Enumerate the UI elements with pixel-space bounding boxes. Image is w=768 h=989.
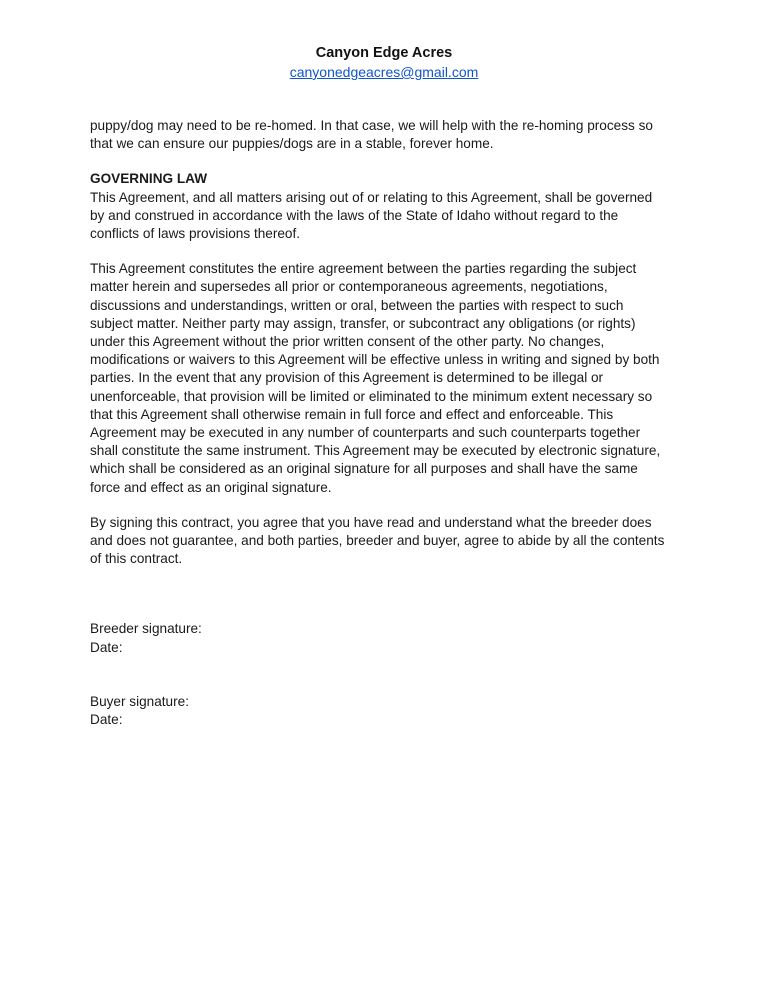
document-body: [90, 117, 690, 729]
text-line: This Agreement constitutes the entire agreement between the parties regarding the subject: [90, 261, 637, 277]
governing-law-heading: GOVERNING LAW: [90, 171, 208, 187]
email-link[interactable]: canyonedgeacres@gmail.com: [289, 64, 479, 80]
text-line: unenforceable, that provision will be limited or eliminated to the minimum extent necessary so: [90, 388, 653, 404]
text-line: shall constitute the same instrument. This Agreement may be executed by electronic signature,: [90, 443, 661, 459]
breeder-signature-label: Breeder signature:: [90, 621, 202, 637]
breeder-date-label: Date:: [90, 639, 123, 655]
text-line: matter herein and supersedes all prior or contemporaneous agreements, negotiations,: [90, 279, 608, 295]
text-line: force and effect as an original signature.: [90, 479, 332, 495]
document-header: [0, 44, 768, 82]
text-line: discussions and understandings, written or oral, between the parties with respect to such: [90, 297, 624, 313]
text-line: and does not guarantee, and both parties, breeder and buyer, agree to abide by all the contents: [90, 533, 665, 549]
governing-law-paragraph: [90, 189, 690, 244]
text-line: that this Agreement shall otherwise remain in full force and effect and enforceable. This: [90, 406, 614, 422]
text-line: Agreement may be executed in any number of counterparts and such counterparts together: [90, 425, 641, 441]
text-line: by and construed in accordance with the laws of the State of Idaho without regard to the: [90, 207, 619, 223]
text-line: modifications or waivers to this Agreement will be effective unless in writing and signed by both: [90, 352, 660, 368]
acknowledgement-paragraph: [90, 514, 690, 569]
text-line: that we can ensure our puppies/dogs are in a stable, forever home.: [90, 136, 494, 152]
text-line: puppy/dog may need to be re-homed. In that case, we will help with the re-homing process so: [90, 118, 653, 133]
text-line: conflicts of laws provisions thereof.: [90, 226, 301, 242]
breeder-signature-block: [90, 620, 690, 656]
buyer-date-label: Date:: [90, 712, 123, 728]
text-line: subject matter. Neither party may assign, transfer, or subcontract any obligations (or rights): [90, 315, 636, 331]
entire-agreement-paragraph: [90, 260, 690, 497]
intro-paragraph: [90, 117, 690, 153]
text-line: This Agreement, and all matters arising out of or relating to this Agreement, shall be governed: [90, 189, 653, 205]
buyer-signature-block: [90, 693, 690, 729]
text-line: under this Agreement without the prior written consent of the other party. No changes,: [90, 334, 605, 350]
text-line: which shall be considered as an original signature for all purposes and shall have the same: [90, 461, 638, 477]
text-line: of this contract.: [90, 551, 183, 567]
buyer-signature-label: Buyer signature:: [90, 693, 189, 709]
business-name: Canyon Edge Acres: [315, 45, 453, 61]
text-line: parties. In the event that any provision of this Agreement is determined to be illegal or: [90, 370, 604, 386]
text-line: By signing this contract, you agree that you have read and understand what the breeder does: [90, 514, 652, 530]
